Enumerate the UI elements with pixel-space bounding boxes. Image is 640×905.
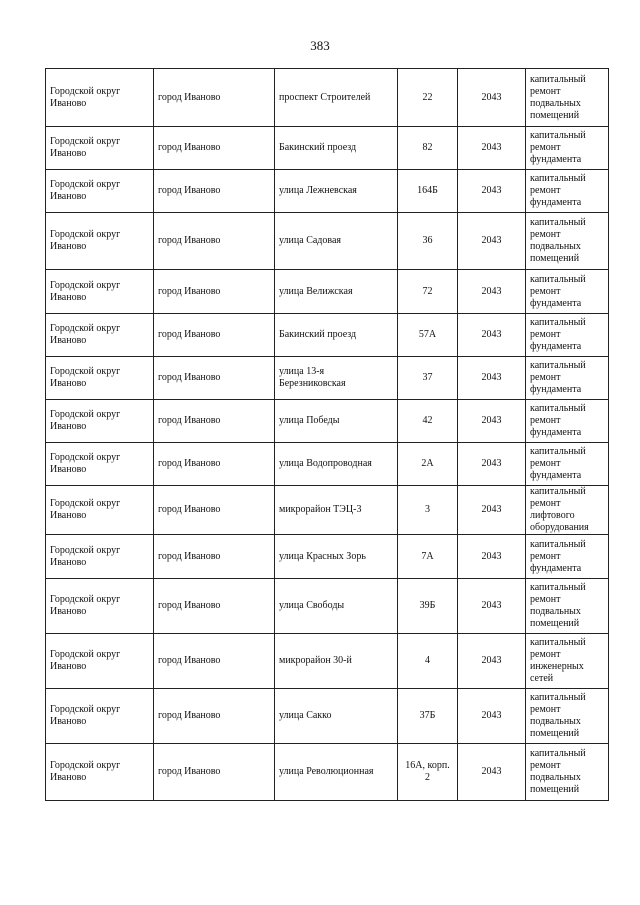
year-cell: 2043 [458, 535, 526, 579]
house-number-cell: 37 [398, 357, 458, 400]
district-cell: Городской округ Иваново [46, 689, 154, 744]
city-cell: город Иваново [154, 314, 275, 357]
district-cell: Городской округ Иваново [46, 744, 154, 801]
house-number-cell: 164Б [398, 170, 458, 213]
year-cell: 2043 [458, 579, 526, 634]
street-cell: улица Свободы [275, 579, 398, 634]
table-row [46, 314, 609, 357]
city-cell: город Иваново [154, 127, 275, 170]
work-type-cell: капитальный ремонт подвальных помещений [526, 689, 609, 744]
year-cell: 2043 [458, 634, 526, 689]
repair-schedule-table [45, 68, 609, 801]
work-type-cell: капитальный ремонт лифтового оборудования [526, 486, 609, 535]
work-type-cell: капитальный ремонт фундамента [526, 400, 609, 443]
city-cell: город Иваново [154, 579, 275, 634]
city-cell: город Иваново [154, 535, 275, 579]
district-cell: Городской округ Иваново [46, 170, 154, 213]
street-cell: Бакинский проезд [275, 127, 398, 170]
work-type-cell: капитальный ремонт фундамента [526, 127, 609, 170]
city-cell: город Иваново [154, 634, 275, 689]
work-type-cell: капитальный ремонт фундамента [526, 443, 609, 486]
table-row [46, 486, 609, 535]
table-row [46, 744, 609, 801]
table-row [46, 69, 609, 127]
street-cell: проспект Строителей [275, 69, 398, 127]
year-cell: 2043 [458, 400, 526, 443]
city-cell: город Иваново [154, 213, 275, 270]
street-cell: улица Садовая [275, 213, 398, 270]
year-cell: 2043 [458, 170, 526, 213]
district-cell: Городской округ Иваново [46, 400, 154, 443]
year-cell: 2043 [458, 443, 526, 486]
street-cell: микрорайон ТЭЦ-3 [275, 486, 398, 535]
table-row [46, 170, 609, 213]
street-cell: улица Велижская [275, 270, 398, 314]
year-cell: 2043 [458, 689, 526, 744]
house-number-cell: 3 [398, 486, 458, 535]
street-cell: улица Сакко [275, 689, 398, 744]
city-cell: город Иваново [154, 689, 275, 744]
work-type-cell: капитальный ремонт инженерных сетей [526, 634, 609, 689]
year-cell: 2043 [458, 127, 526, 170]
city-cell: город Иваново [154, 744, 275, 801]
district-cell: Городской округ Иваново [46, 443, 154, 486]
street-cell: улица Красных Зорь [275, 535, 398, 579]
work-type-cell: капитальный ремонт фундамента [526, 535, 609, 579]
street-cell: улица Революционная [275, 744, 398, 801]
house-number-cell: 36 [398, 213, 458, 270]
table-row [46, 579, 609, 634]
house-number-cell: 22 [398, 69, 458, 127]
street-cell: Бакинский проезд [275, 314, 398, 357]
house-number-cell: 37Б [398, 689, 458, 744]
house-number-cell: 39Б [398, 579, 458, 634]
table-row [46, 689, 609, 744]
work-type-cell: капитальный ремонт подвальных помещений [526, 744, 609, 801]
street-cell: микрорайон 30-й [275, 634, 398, 689]
city-cell: город Иваново [154, 270, 275, 314]
year-cell: 2043 [458, 357, 526, 400]
district-cell: Городской округ Иваново [46, 579, 154, 634]
work-type-cell: капитальный ремонт подвальных помещений [526, 579, 609, 634]
house-number-cell: 7А [398, 535, 458, 579]
street-cell: улица Водопроводная [275, 443, 398, 486]
street-cell: улица Победы [275, 400, 398, 443]
year-cell: 2043 [458, 486, 526, 535]
street-cell: улица Лежневская [275, 170, 398, 213]
year-cell: 2043 [458, 744, 526, 801]
year-cell: 2043 [458, 314, 526, 357]
table-row [46, 634, 609, 689]
page-number: 383 [310, 38, 330, 53]
city-cell: город Иваново [154, 443, 275, 486]
city-cell: город Иваново [154, 486, 275, 535]
district-cell: Городской округ Иваново [46, 486, 154, 535]
house-number-cell: 2А [398, 443, 458, 486]
year-cell: 2043 [458, 69, 526, 127]
table-row [46, 213, 609, 270]
city-cell: город Иваново [154, 400, 275, 443]
district-cell: Городской округ Иваново [46, 634, 154, 689]
table-row [46, 357, 609, 400]
street-cell: улица 13-я Березниковская [275, 357, 398, 400]
work-type-cell: капитальный ремонт фундамента [526, 270, 609, 314]
district-cell: Городской округ Иваново [46, 213, 154, 270]
district-cell: Городской округ Иваново [46, 535, 154, 579]
house-number-cell: 82 [398, 127, 458, 170]
district-cell: Городской округ Иваново [46, 127, 154, 170]
district-cell: Городской округ Иваново [46, 357, 154, 400]
work-type-cell: капитальный ремонт фундамента [526, 314, 609, 357]
house-number-cell: 57А [398, 314, 458, 357]
year-cell: 2043 [458, 270, 526, 314]
house-number-cell: 4 [398, 634, 458, 689]
work-type-cell: капитальный ремонт фундамента [526, 357, 609, 400]
house-number-cell: 42 [398, 400, 458, 443]
work-type-cell: капитальный ремонт подвальных помещений [526, 69, 609, 127]
city-cell: город Иваново [154, 69, 275, 127]
district-cell: Городской округ Иваново [46, 314, 154, 357]
work-type-cell: капитальный ремонт подвальных помещений [526, 213, 609, 270]
house-number-cell: 72 [398, 270, 458, 314]
district-cell: Городской округ Иваново [46, 270, 154, 314]
city-cell: город Иваново [154, 170, 275, 213]
house-number-cell: 16А, корп. 2 [398, 744, 458, 801]
table-row [46, 535, 609, 579]
table-row [46, 127, 609, 170]
city-cell: город Иваново [154, 357, 275, 400]
table-row [46, 270, 609, 314]
year-cell: 2043 [458, 213, 526, 270]
table-row [46, 443, 609, 486]
table-row [46, 400, 609, 443]
work-type-cell: капитальный ремонт фундамента [526, 170, 609, 213]
district-cell: Городской округ Иваново [46, 69, 154, 127]
